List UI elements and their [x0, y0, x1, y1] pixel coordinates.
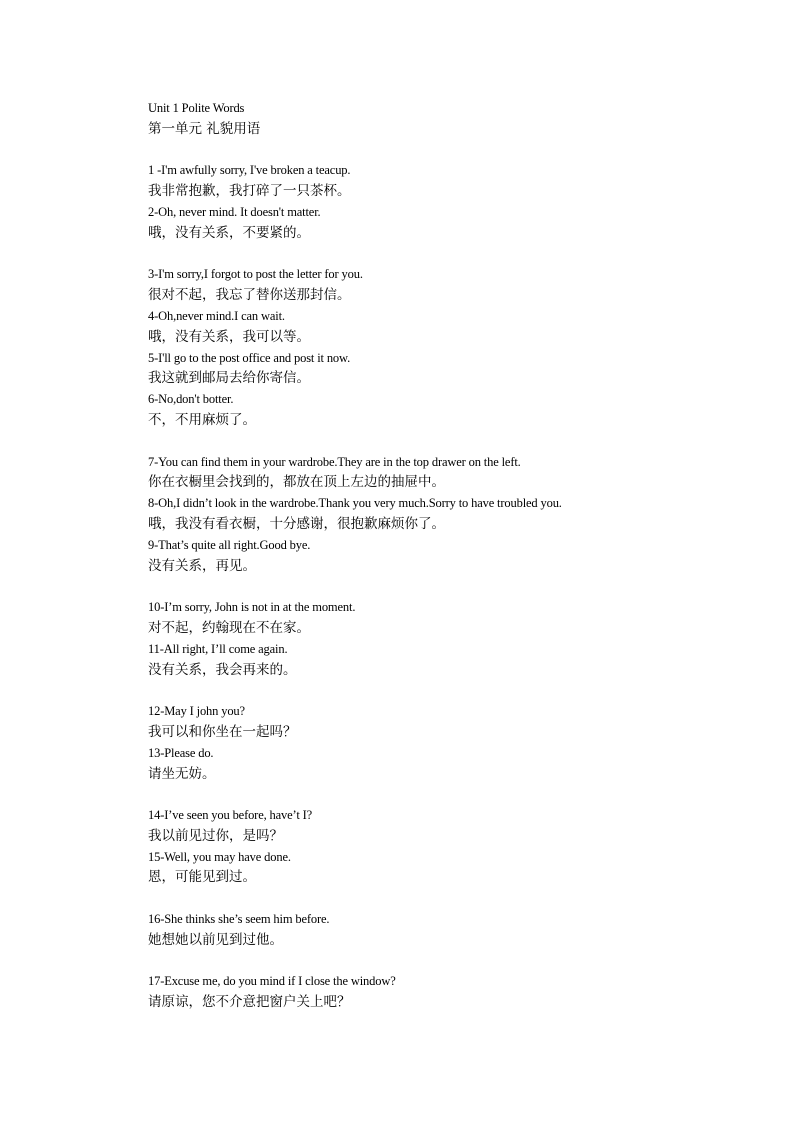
sentence-english: 6-No,don't botter.	[148, 392, 234, 407]
sentence-chinese: 她想她以前见到过他。	[148, 931, 283, 948]
spacer	[148, 244, 748, 265]
unit-title-english: Unit 1 Polite Words	[148, 101, 245, 115]
spacer	[148, 951, 748, 972]
sentence-chinese: 没有关系，再见。	[148, 557, 256, 574]
sentence-english: 11-All right, I’ll come again.	[148, 641, 288, 656]
sentence-english: 12-May I john you?	[148, 704, 245, 719]
sentence-english: 13-Please do.	[148, 745, 214, 760]
spacer	[148, 680, 748, 701]
spacer	[148, 888, 748, 909]
sentence-english: 4-Oh,never mind.I can wait.	[148, 308, 285, 323]
unit-title-chinese: 第一单元 礼貌用语	[148, 120, 261, 137]
sentence-english: 1 -I'm awfully sorry, I've broken a teacup.	[148, 163, 351, 178]
sentence-chinese: 哦，没有关系，不要紧的。	[148, 224, 310, 241]
document-content	[148, 98, 748, 1013]
sentence-chinese: 哦，我没有看衣橱，十分感谢，很抱歉麻烦你了。	[148, 515, 445, 532]
spacer	[148, 431, 748, 452]
sentence-english: 14-I’ve seen you before, have’t I?	[148, 808, 313, 823]
sentence-chinese: 恩，可能见到过。	[148, 869, 256, 886]
sentence-english: 15-Well, you may have done.	[148, 849, 291, 864]
sentence-english: 9-That’s quite all right.Good bye.	[148, 537, 311, 552]
sentence-chinese: 对不起，约翰现在不在家。	[148, 619, 310, 636]
sentence-english: 8-Oh,I didn’t look in the wardrobe.Thank you very much.Sorry to have troubled you.	[148, 496, 562, 511]
sentence-chinese: 请原谅，您不介意把窗户关上吧？	[148, 994, 351, 1011]
sentence-english: 3-I'm sorry,I forgot to post the letter for you.	[148, 267, 363, 282]
sentence-english: 7-You can find them in your wardrobe.They are in the top drawer on the left.	[148, 454, 521, 469]
sentence-chinese: 不，不用麻烦了。	[148, 411, 256, 428]
sentence-chinese: 我非常抱歉，我打碎了一只茶杯。	[148, 183, 351, 200]
sentence-chinese: 我可以和你坐在一起吗？	[148, 723, 297, 740]
spacer	[148, 140, 748, 161]
spacer	[148, 784, 748, 805]
sentence-english: 10-I’m sorry, John is not in at the moment.	[148, 600, 356, 615]
sentence-chinese: 很对不起，我忘了替你送那封信。	[148, 287, 351, 304]
sentence-english: 5-I'll go to the post office and post it now.	[148, 350, 351, 365]
spacer	[148, 576, 748, 597]
sentence-chinese: 没有关系，我会再来的。	[148, 661, 297, 678]
sentence-english: 17-Excuse me, do you mind if I close the window?	[148, 974, 396, 989]
sentence-chinese: 请坐无妨。	[148, 765, 216, 782]
sentence-chinese: 你在衣橱里会找到的，都放在顶上左边的抽屉中。	[148, 474, 445, 491]
sentence-english: 16-She thinks she’s seem him before.	[148, 912, 330, 927]
sentence-chinese: 哦，没有关系，我可以等。	[148, 328, 310, 345]
sentence-chinese: 我这就到邮局去给你寄信。	[148, 370, 310, 387]
sentence-chinese: 我以前见过你，是吗？	[148, 827, 283, 844]
sentence-english: 2-Oh, never mind. It doesn't matter.	[148, 204, 321, 219]
